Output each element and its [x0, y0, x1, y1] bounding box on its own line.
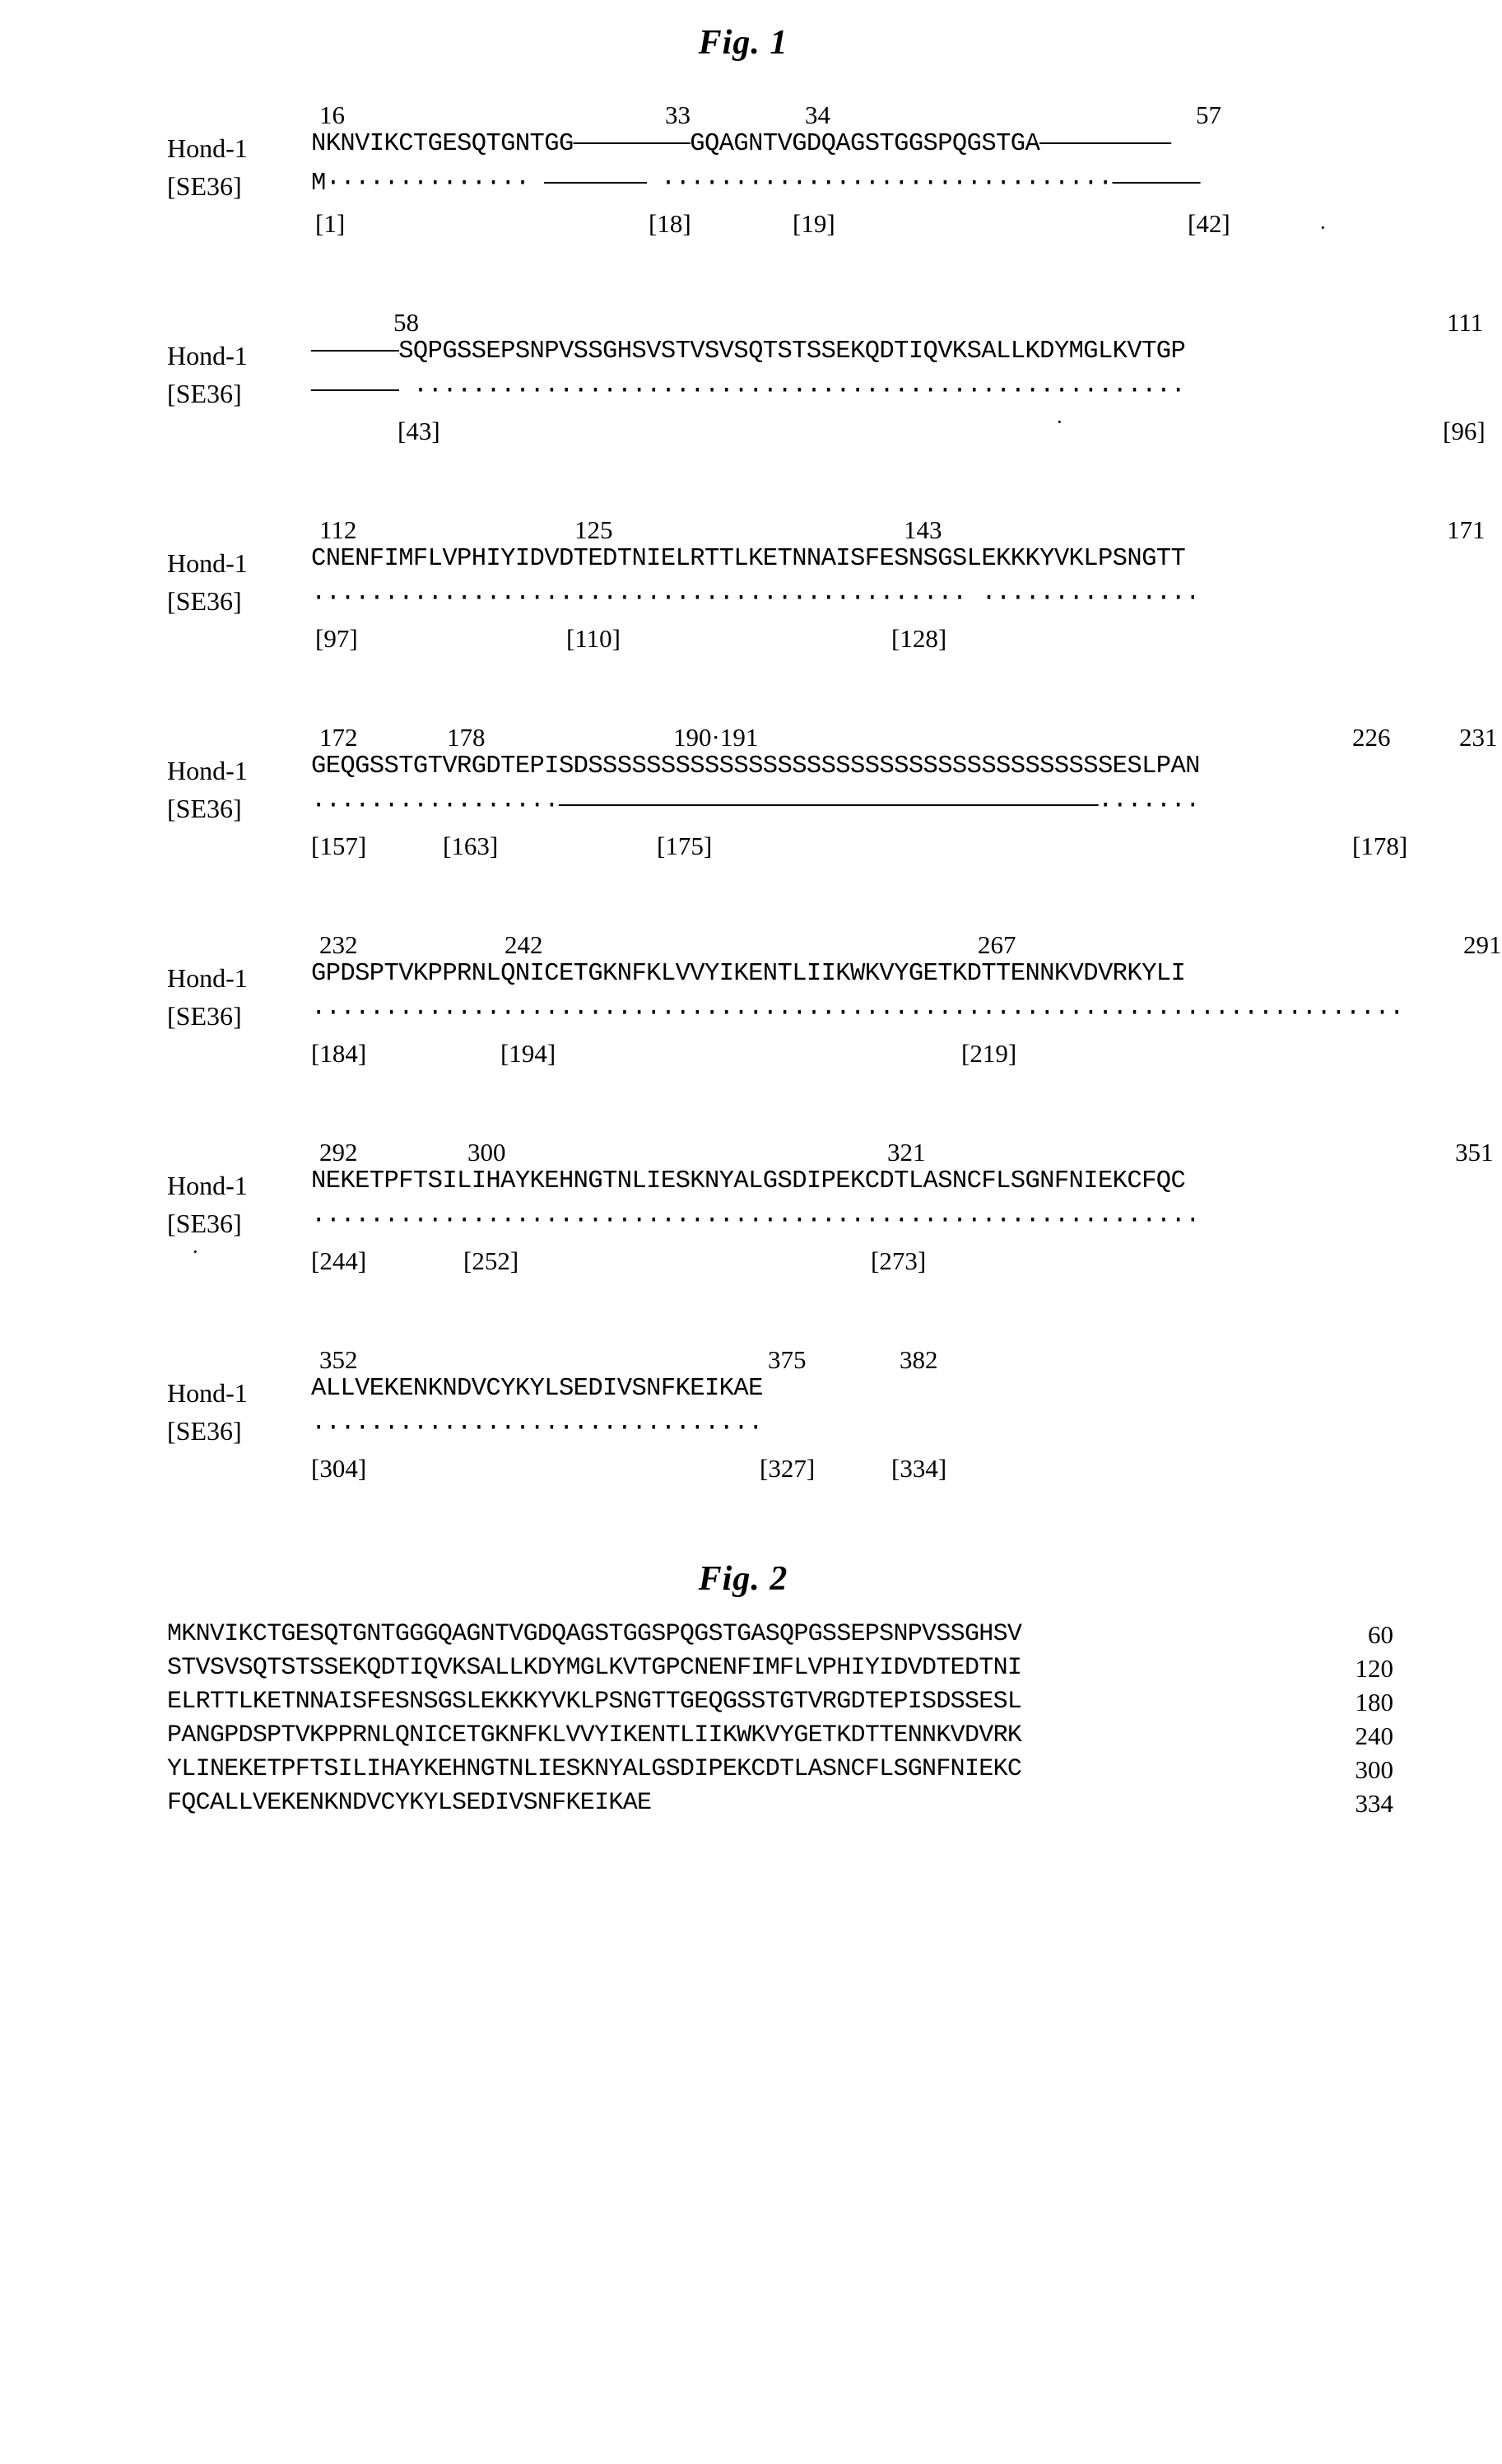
stray-mark: ·	[1056, 410, 1063, 434]
sequence-row-hond1	[167, 130, 1385, 168]
stray-mark: ·	[192, 1240, 199, 1264]
residue-count: 180	[1355, 1688, 1393, 1716]
sequence-identity-dots: M·············· ——————— ·······························——————	[311, 170, 1200, 198]
sequence-identity-dots: ·····························································	[311, 1207, 1200, 1235]
top-position-ticks	[167, 723, 1498, 752]
row-label-se36: [SE36]	[167, 379, 242, 408]
sequence-identity-dots: ·······························	[311, 1414, 763, 1442]
position-tick: 178	[447, 723, 486, 752]
sequence-text: GEQGSSTGTVRGDTEPISDSSSSSSSSSSSSSSSSSSSSSSSSSSSSSSSSSSSSESLPAN	[311, 752, 1200, 780]
sequence-text: STVSVSQTSTSSEKQDTIQVKSALLKDYMGLKVTGPCNENFIMFLVPHIYIDVDTEDTNI	[167, 1654, 1022, 1682]
sequence-line	[118, 1721, 1393, 1755]
sequence-text: FQCALLVEKENKNDVCYKYLSEDIVSNFKEIKAE	[167, 1789, 652, 1817]
sequence-line	[118, 1620, 1393, 1654]
top-position-ticks	[167, 930, 1502, 960]
top-position-ticks	[167, 515, 1486, 545]
row-label-hond1: Hond-1	[167, 1171, 248, 1200]
row-label-hond1: Hond-1	[167, 756, 248, 785]
position-tick: [219]	[961, 1039, 1017, 1068]
position-tick: [273]	[871, 1246, 927, 1275]
residue-count: 120	[1355, 1654, 1393, 1683]
sequence-row-se36	[167, 1413, 1385, 1451]
position-tick: [184]	[311, 1039, 367, 1068]
sequence-text: ALLVEKENKNDVCYKYLSEDIVSNFKEIKAE	[311, 1375, 763, 1403]
position-tick: 267	[978, 930, 1016, 959]
sequence-text: NKNVIKCTGESQTGNTGG————————GQAGNTVGDQAGSTGGSPQGSTGA—————————	[311, 130, 1171, 158]
sequence-identity-dots: ·················—————————————————————————————————————·······	[311, 792, 1200, 820]
row-label-hond1: Hond-1	[167, 133, 248, 163]
row-label-se36: [SE36]	[167, 171, 242, 201]
position-tick: 58	[393, 308, 419, 337]
position-tick: 190·191	[673, 723, 759, 752]
row-label-hond1: Hond-1	[167, 1378, 248, 1408]
sequence-line	[118, 1654, 1393, 1688]
sequence-line	[118, 1688, 1393, 1721]
position-tick: 171	[1447, 515, 1486, 544]
position-tick: [304]	[311, 1454, 367, 1483]
sequence-text: ELRTTLKETNNAISFESNSGSLEKKKYVKLPSNGTTGEQGSSTGTVRGDTEPISDSSESL	[167, 1688, 1022, 1716]
alignment-block	[167, 1138, 1494, 1307]
position-tick: 143	[904, 515, 942, 544]
position-tick: 172	[319, 723, 358, 752]
position-tick: [19]	[793, 209, 835, 238]
top-position-ticks	[167, 1345, 1385, 1375]
sequence-text: YLINEKETPFTSILIHAYKEHNGTNLIESKNYALGSDIPEKCDTLASNCFLSGNFNIEKC	[167, 1755, 1022, 1783]
position-tick: [43]	[398, 417, 440, 445]
position-tick: [96]	[1443, 417, 1486, 445]
sequence-identity-dots: —————— ·····················································	[311, 377, 1186, 405]
sequence-line	[118, 1755, 1393, 1789]
row-label-se36: [SE36]	[167, 794, 242, 823]
sequence-row-se36	[167, 583, 1385, 621]
sequence-text: NEKETPFTSILIHAYKEHNGTNLIESKNYALGSDIPEKCDTLASNCFLSGNFNIEKCFQC	[311, 1167, 1186, 1195]
position-tick: 292	[319, 1138, 358, 1167]
position-tick: 375	[768, 1345, 807, 1374]
sequence-row-hond1	[167, 1375, 1385, 1413]
position-tick: 57	[1196, 100, 1221, 129]
top-position-ticks	[167, 100, 1385, 130]
sequence-row-se36	[167, 1205, 1385, 1243]
sequence-row-se36	[167, 375, 1385, 413]
alignment-block	[167, 308, 1486, 477]
row-label-se36: [SE36]	[167, 586, 242, 616]
row-label-hond1: Hond-1	[167, 548, 248, 578]
row-label-se36: [SE36]	[167, 1209, 242, 1238]
patent-figure-page	[0, 23, 1502, 2464]
row-label-hond1: Hond-1	[167, 963, 248, 993]
position-tick: 111	[1447, 308, 1484, 337]
residue-count: 240	[1355, 1721, 1393, 1750]
position-tick: 352	[319, 1345, 358, 1374]
position-tick: 16	[319, 100, 345, 129]
position-tick: [178]	[1352, 831, 1408, 860]
bottom-position-ticks	[167, 624, 1385, 654]
position-tick: 382	[900, 1345, 938, 1374]
alignment-block	[167, 1345, 1385, 1515]
row-label-hond1: Hond-1	[167, 341, 248, 370]
bottom-position-ticks	[167, 209, 1385, 239]
position-tick: 33	[665, 100, 691, 129]
position-tick: [244]	[311, 1246, 367, 1275]
bottom-position-ticks	[167, 410, 1486, 446]
top-position-ticks	[167, 308, 1484, 338]
stray-mark: ·	[1319, 216, 1327, 240]
figure-2-sequence	[101, 1620, 1393, 1823]
position-tick: [1]	[315, 209, 346, 238]
position-tick: 112	[319, 515, 357, 544]
position-tick: 321	[887, 1138, 926, 1167]
sequence-text: ——————SQPGSSEPSNPVSSGHSVSTVSVSQTSTSSEKQDTIQVKSALLKDYMGLKVTGP	[311, 338, 1186, 366]
sequence-row-se36	[167, 790, 1385, 828]
position-tick: [128]	[891, 624, 947, 653]
residue-count: 334	[1355, 1789, 1393, 1818]
bottom-position-ticks	[167, 1039, 1385, 1069]
sequence-line	[118, 1789, 1393, 1823]
position-tick: [97]	[315, 624, 358, 653]
position-tick: [42]	[1188, 209, 1230, 238]
bottom-position-ticks	[167, 1240, 1385, 1276]
alignment-block	[167, 515, 1486, 685]
figure-2-title: Fig. 2	[698, 1560, 788, 1598]
bottom-position-ticks	[167, 831, 1408, 861]
bottom-position-ticks	[167, 1454, 1385, 1484]
position-tick: [334]	[891, 1454, 947, 1483]
figure-1-alignment	[101, 100, 1502, 1515]
residue-count: 60	[1368, 1620, 1393, 1649]
position-tick: [175]	[657, 831, 713, 860]
sequence-text: MKNVIKCTGESQTGNTGGGQAGNTVGDQAGSTGGSPQGSTGASQPGSSEPSNPVSSGHSV	[167, 1620, 1022, 1648]
position-tick: 242	[505, 930, 543, 959]
position-tick: 226	[1352, 723, 1391, 752]
alignment-block	[167, 930, 1502, 1100]
residue-count: 300	[1355, 1755, 1393, 1784]
position-tick: [252]	[463, 1246, 519, 1275]
sequence-row-hond1	[167, 545, 1385, 583]
alignment-block	[167, 100, 1385, 270]
sequence-row-hond1	[167, 338, 1385, 375]
sequence-row-hond1	[167, 1167, 1385, 1205]
position-tick: 291	[1463, 930, 1502, 959]
row-label-se36: [SE36]	[167, 1001, 242, 1031]
position-tick: [18]	[649, 209, 691, 238]
position-tick: 300	[467, 1138, 506, 1167]
top-position-ticks	[167, 1138, 1494, 1167]
sequence-text: PANGPDSPTVKPPRNLQNICETGKNFKLVVYIKENTLIIKWKVYGETKDTTENNKVDVRK	[167, 1721, 1022, 1749]
position-tick: [157]	[311, 831, 367, 860]
sequence-row-hond1	[167, 960, 1385, 998]
position-tick: 351	[1455, 1138, 1494, 1167]
position-tick: [110]	[566, 624, 621, 653]
position-tick: 34	[805, 100, 830, 129]
sequence-identity-dots: ············································· ···············	[311, 585, 1200, 613]
figure-1-title: Fig. 1	[698, 24, 788, 62]
sequence-text: CNENFIMFLVPHIYIDVDTEDTNIELRTTLKETNNAISFESNSGSLEKKKYVKLPSNGTT	[311, 545, 1186, 573]
position-tick: 232	[319, 930, 358, 959]
sequence-row-hond1	[167, 752, 1385, 790]
sequence-identity-dots: ···········································································	[311, 999, 1404, 1027]
position-tick: [327]	[760, 1454, 816, 1483]
position-tick: [194]	[500, 1039, 556, 1068]
position-tick: [163]	[443, 831, 499, 860]
alignment-block	[167, 723, 1498, 892]
position-tick: 125	[574, 515, 613, 544]
sequence-row-se36	[167, 168, 1385, 206]
position-tick: 231	[1459, 723, 1498, 752]
row-label-se36: [SE36]	[167, 1416, 242, 1446]
sequence-row-se36	[167, 998, 1404, 1036]
sequence-text: GPDSPTVKPPRNLQNICETGKNFKLVVYIKENTLIIKWKVYGETKDTTENNKVDVRKYLI	[311, 960, 1186, 988]
